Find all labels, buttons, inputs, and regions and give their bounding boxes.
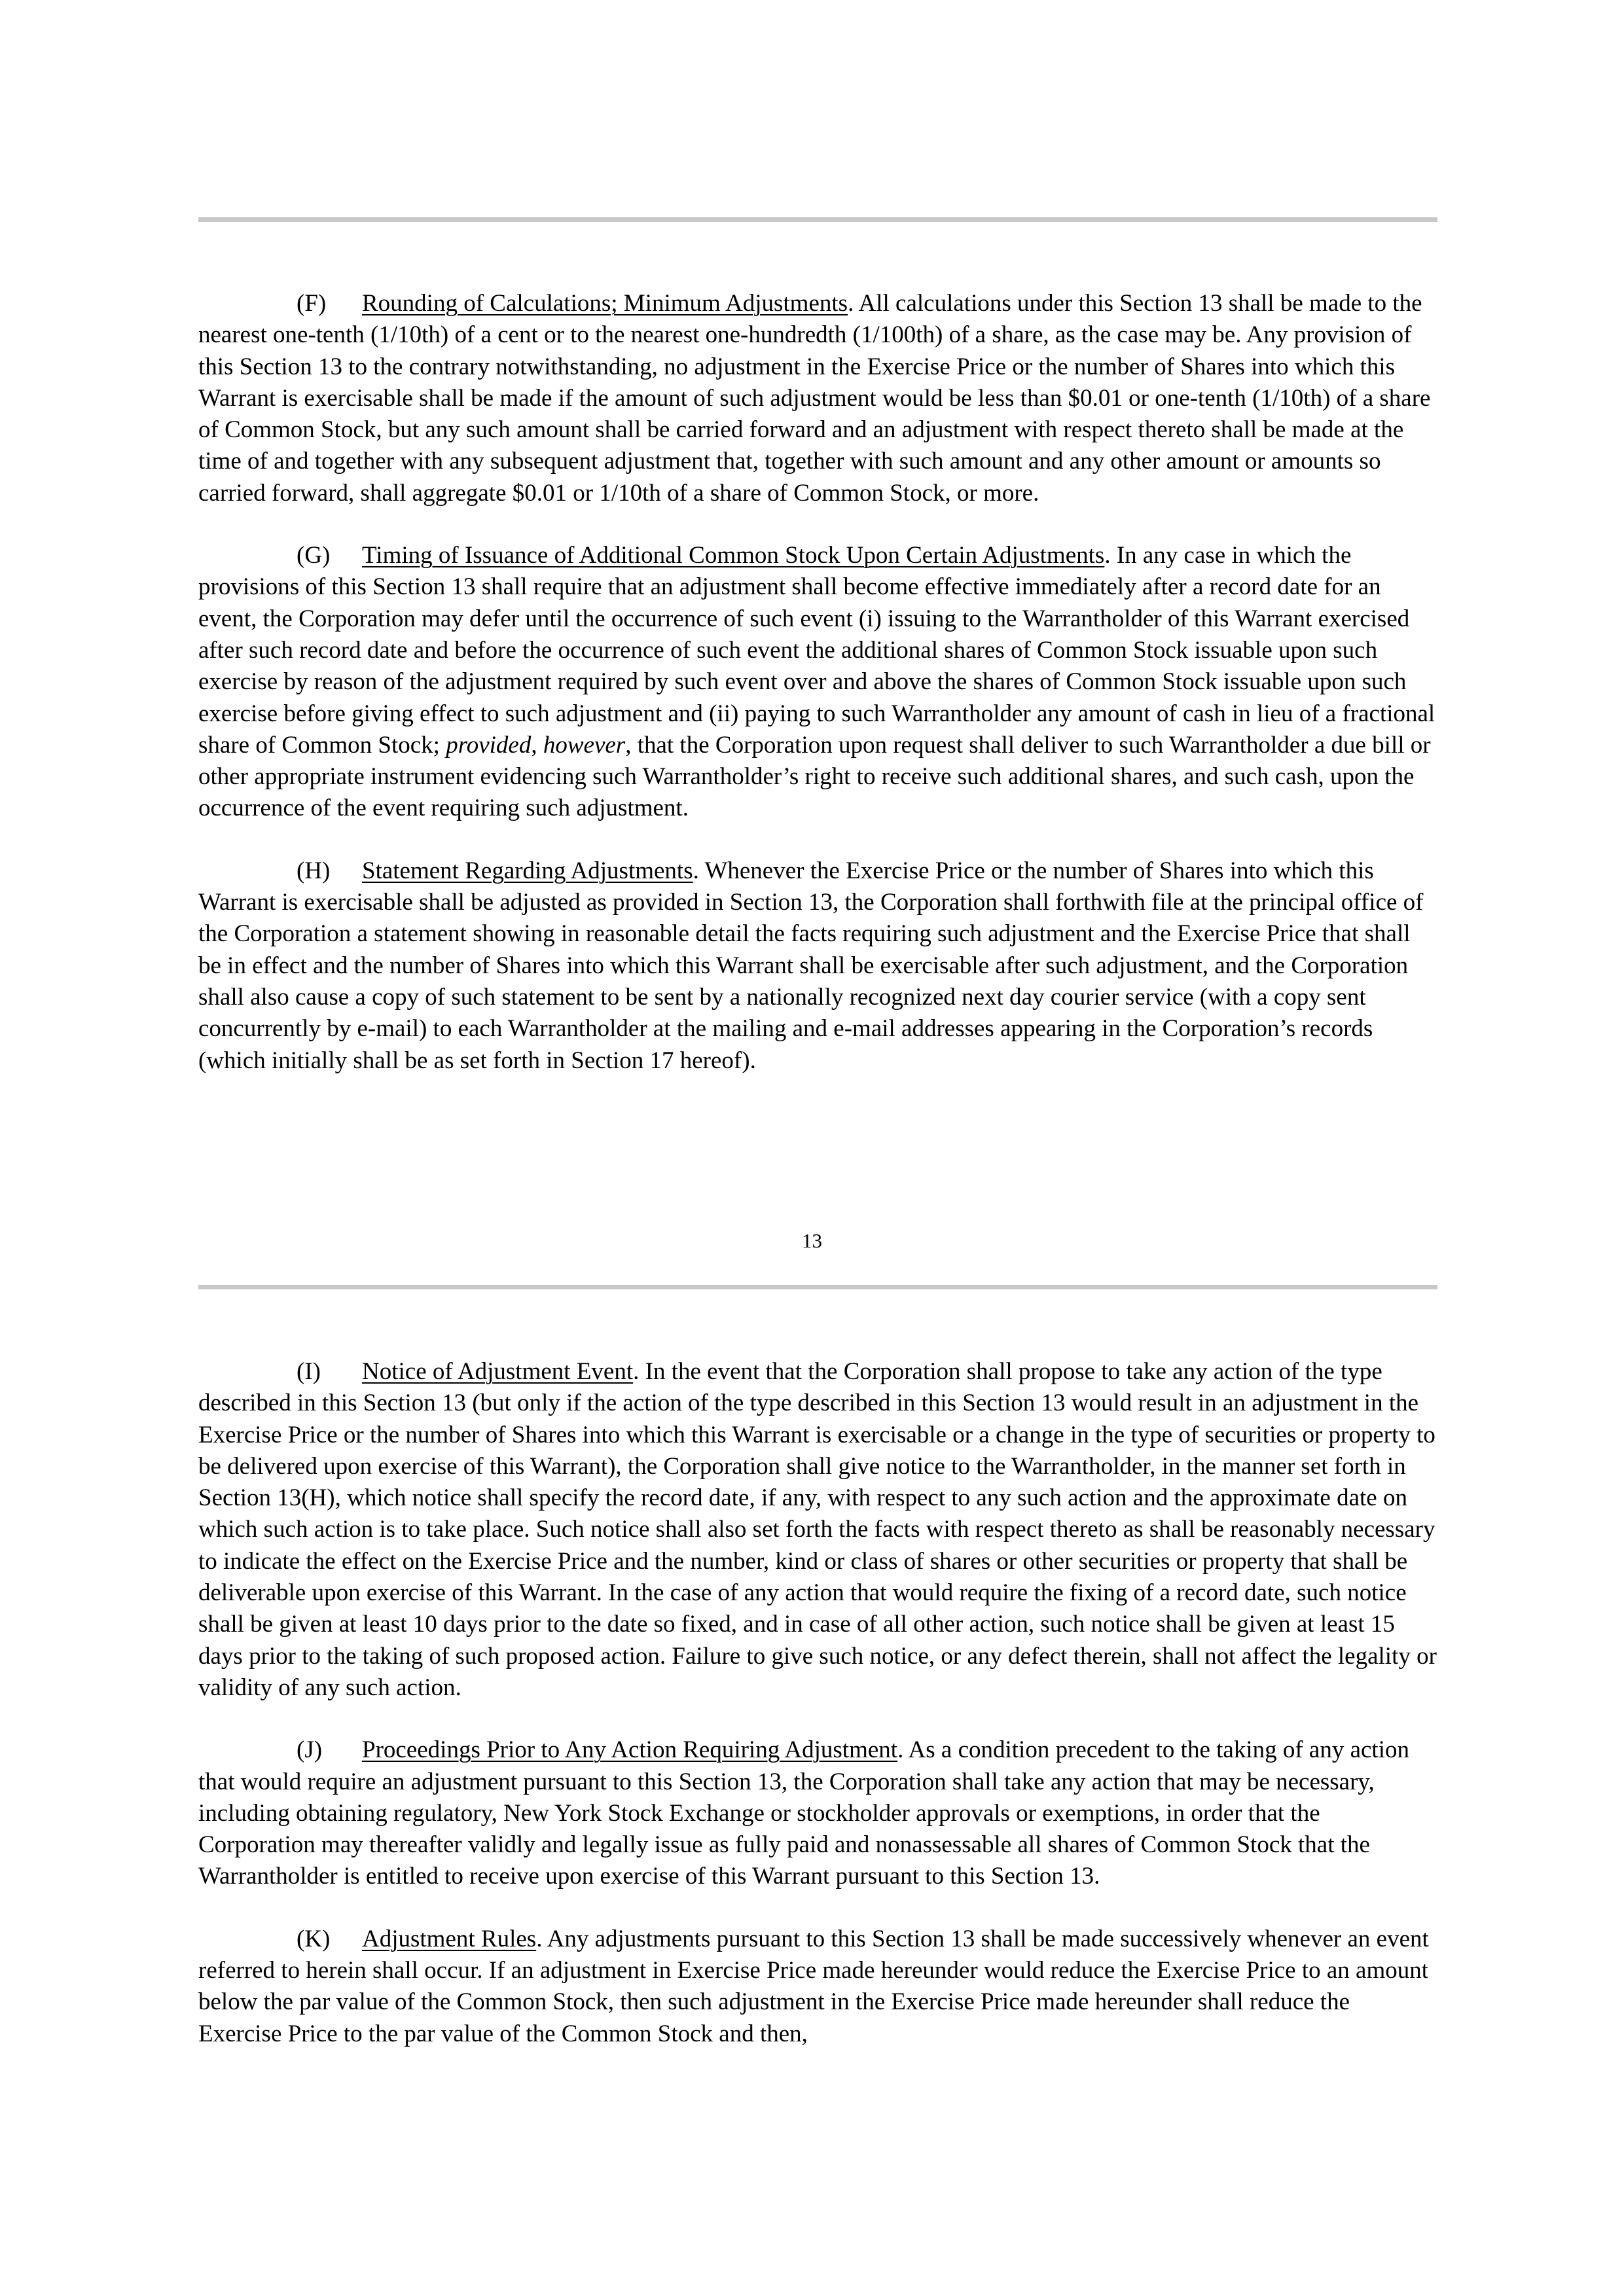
section-heading: Adjustment Rules (362, 1925, 537, 1952)
page-divider-middle (198, 1285, 1437, 1289)
paragraph-text-continued: , that the Corporation upon request shall deliver to such Warrantholder a due bill or other appropriate instrument evidencing such Warrantholder’s right to receive such additional shares, and such cash, upon the occurrence of the event requiring such adjustment. (198, 731, 1431, 822)
paragraph-label: (K) (297, 1925, 331, 1952)
paragraph-label: (I) (297, 1358, 321, 1385)
page-number: 13 (802, 1229, 822, 1252)
section-heading: Statement Regarding Adjustments (362, 857, 693, 884)
section-heading: Proceedings Prior to Any Action Requiring Adjustment (362, 1736, 898, 1764)
section-heading: Notice of Adjustment Event (362, 1358, 634, 1385)
paragraph-label: (J) (297, 1736, 323, 1764)
page-two-body (198, 1356, 1437, 2081)
paragraph-j (198, 1734, 1437, 1892)
paragraph-text: . As a condition precedent to the taking of any action that would require an adjustment pursuant to this Section 13, the Corporation shall take any action that may be necessary, including obtaining regulatory, New York Stock Exchange or stockholder approvals or exemptions, in order that the Corporation may thereafter validly and legally issue as fully paid and nonassessable all shares of Common Stock that the Warrantholder is entitled to receive upon exercise of this Warrant pursuant to this Section 13. (198, 1736, 1409, 1890)
section-heading: Timing of Issuance of Additional Common Stock Upon Certain Adjustments (362, 542, 1105, 569)
paragraph-g (198, 540, 1437, 825)
paragraph-i (198, 1356, 1437, 1704)
paragraph-k (198, 1924, 1437, 2050)
paragraph-text: . Whenever the Exercise Price or the number of Shares into which this Warrant is exercisable shall be adjusted as provided in Section 13, the Corporation shall forthwith file at the principal office of the Corporation a statement showing in reasonable detail the facts requiring such adjustment and the Exercise Price that shall be in effect and the number of Shares into which this Warrant shall be exercisable after such adjustment, and the Corporation shall also cause a copy of such statement to be sent by a nationally recognized next day courier service (with a copy sent concurrently by e-mail) to each Warrantholder at the mailing and e-mail addresses appearing in the Corporation’s records (which initially shall be as set forth in Section 17 hereof). (198, 857, 1424, 1074)
paragraph-text: . In any case in which the provisions of this Section 13 shall require that an adjustment shall become effective immediately after a record date for an event, the Corporation may defer until the occurrence of such event (i) issuing to the Warrantholder of this Warrant exercised after such record date and before the occurrence of such event the additional shares of Common Stock issuable upon such exercise by reason of the adjustment required by such event over and above the shares of Common Stock issuable upon such exercise before giving effect to such adjustment and (ii) paying to such Warrantholder any amount of cash in lieu of a fractional share of Common Stock; (198, 542, 1435, 759)
page-one-body (198, 288, 1437, 1107)
paragraph-f (198, 288, 1437, 509)
italic-term-provided: provided (446, 731, 532, 759)
paragraph-text: . Any adjustments pursuant to this Section 13 shall be made successively whenever an event referred to herein shall occur. If an adjustment in Exercise Price made hereunder would reduce the Exercise Price to an amount below the par value of the Common Stock, then such adjustment in the Exercise Price made hereunder shall reduce the Exercise Price to the par value of the Common Stock and then, (198, 1925, 1429, 2047)
section-heading: Rounding of Calculations; Minimum Adjustments (362, 290, 848, 317)
page-divider-top (198, 217, 1437, 222)
paragraph-text-separator: , (531, 731, 543, 759)
paragraph-label: (F) (297, 290, 327, 317)
paragraph-text: . All calculations under this Section 13 shall be made to the nearest one-tenth (1/10th) of a cent or to the nearest one-hundredth (1/100th) of a share, as the case may be. Any provision of this Section 13 to the contrary notwithstanding, no adjustment in the Exercise Price or the number of Shares into which this Warrant is exercisable shall be made if the amount of such adjustment would be less than $0.01 or one-tenth (1/10th) of a share of Common Stock, but any such amount shall be carried forward and an adjustment with respect thereto shall be made at the time of and together with any subsequent adjustment that, together with such amount and any other amount or amounts so carried forward, shall aggregate $0.01 or 1/10th of a share of Common Stock, or more. (198, 290, 1431, 507)
paragraph-h (198, 855, 1437, 1077)
italic-term-however: however (543, 731, 626, 759)
paragraph-label: (G) (297, 542, 331, 569)
paragraph-text: . In the event that the Corporation shall propose to take any action of the type described in this Section 13 (but only if the action of the type described in this Section 13 would result in an adjustment in the Exercise Price or the number of Shares into which this Warrant is exercisable or a change in the type of securities or property to be delivered upon exercise of this Warrant), the Corporation shall give notice to the Warrantholder, in the manner set forth in Section 13(H), which notice shall specify the record date, if any, with respect to any such action and the approximate date on which such action is to take place. Such notice shall also set forth the facts with respect thereto as shall be reasonably necessary to indicate the effect on the Exercise Price and the number, kind or class of shares or other securities or property that shall be deliverable upon exercise of this Warrant. In the case of any action that would require the fixing of a record date, such notice shall be given at least 10 days prior to the date so fixed, and in case of all other action, such notice shall be given at least 15 days prior to the taking of such proposed action. Failure to give such notice, or any defect therein, shall not affect the legality or validity of any such action. (198, 1358, 1437, 1701)
paragraph-label: (H) (297, 857, 331, 884)
